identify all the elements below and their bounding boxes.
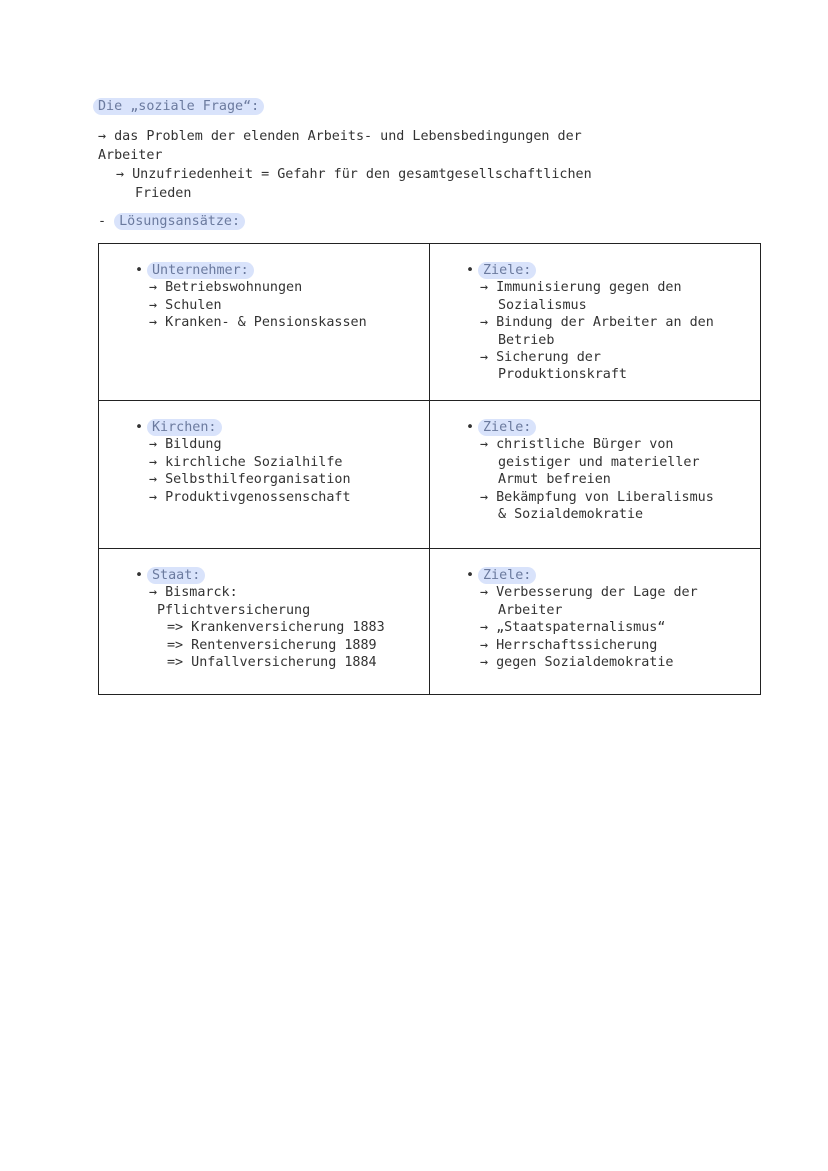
- list-item: → gegen Sozialdemokratie: [480, 655, 674, 671]
- solutions-table: [98, 243, 761, 695]
- list-item: → Betriebswohnungen: [149, 280, 303, 296]
- intro-line-1: → das Problem der elenden Arbeits- und Lebensbedingungen der: [98, 129, 582, 144]
- bullet: •: [135, 263, 144, 278]
- intro-line-3: → Unzufriedenheit = Gefahr für den gesamtgesellschaftlichen: [116, 167, 592, 182]
- list-item-continuation: Arbeiter: [498, 602, 563, 618]
- cell-heading-row: [466, 567, 698, 584]
- bullet: •: [135, 420, 144, 435]
- cell-unternehmer: [99, 244, 430, 401]
- list-item: → kirchliche Sozialhilfe: [149, 454, 343, 470]
- heading-unternehmer: Unternehmer:: [147, 262, 254, 279]
- cell-ziele-kirchen: [430, 401, 760, 549]
- list-item-continuation: Produktionskraft: [498, 367, 627, 383]
- sub-list-item: => Unfallversicherung 1884: [167, 655, 377, 671]
- solutions-heading: [98, 213, 245, 231]
- list-item-continuation: geistiger und materieller: [498, 454, 700, 470]
- sub-list-item: => Rentenversicherung 1889: [167, 637, 377, 653]
- page-title: [93, 97, 264, 117]
- cell-heading-row: [466, 262, 714, 279]
- list-item: → Immunisierung gegen den: [480, 280, 682, 296]
- list-item: → Kranken- & Pensionskassen: [149, 315, 367, 331]
- cell-heading-row: [135, 567, 385, 584]
- list-item: → Sicherung der: [480, 350, 601, 366]
- list-item: → „Staatspaternalismus“: [480, 620, 666, 636]
- intro-line-4: Frieden: [135, 186, 192, 201]
- heading-kirchen: Kirchen:: [147, 419, 222, 436]
- solutions-label: Lösungsansätze:: [114, 213, 245, 230]
- list-item: → Selbsthilfeorganisation: [149, 472, 351, 488]
- list-item: → Verbesserung der Lage der: [480, 585, 698, 601]
- cell-ziele-staat: [430, 549, 760, 694]
- list-item: → Schulen: [149, 297, 222, 313]
- cell-heading-row: [135, 262, 367, 279]
- cell-ziele-unternehmer: [430, 244, 760, 401]
- sub-list-item: => Krankenversicherung 1883: [167, 620, 385, 636]
- heading-ziele: Ziele:: [478, 419, 536, 436]
- list-item: → Bismarck:: [149, 585, 238, 601]
- cell-staat: [99, 549, 430, 694]
- cell-kirchen: [99, 401, 430, 549]
- list-item: → Produktivgenossenschaft: [149, 489, 351, 505]
- list-item-continuation: Sozialismus: [498, 297, 587, 313]
- solutions-dash: -: [98, 214, 107, 229]
- heading-staat: Staat:: [147, 567, 205, 584]
- bullet: •: [466, 420, 475, 435]
- bullet: •: [135, 568, 144, 583]
- cell-heading-row: [135, 419, 351, 436]
- title-highlight: Die „soziale Frage“:: [93, 98, 264, 115]
- list-item: → Herrschaftssicherung: [480, 637, 658, 653]
- heading-ziele: Ziele:: [478, 567, 536, 584]
- intro-line-2: Arbeiter: [98, 148, 163, 163]
- list-item: → Bildung: [149, 437, 222, 453]
- cell-heading-row: [466, 419, 714, 436]
- list-item: → Bekämpfung von Liberalismus: [480, 489, 714, 505]
- list-item-continuation: Pflichtversicherung: [157, 602, 311, 618]
- heading-ziele: Ziele:: [478, 262, 536, 279]
- list-item: → Bindung der Arbeiter an den: [480, 315, 714, 331]
- list-item-continuation: Betrieb: [498, 332, 555, 348]
- bullet: •: [466, 568, 475, 583]
- list-item-continuation: Armut befreien: [498, 472, 611, 488]
- bullet: •: [466, 263, 475, 278]
- list-item: → christliche Bürger von: [480, 437, 674, 453]
- list-item-continuation: & Sozialdemokratie: [498, 507, 644, 523]
